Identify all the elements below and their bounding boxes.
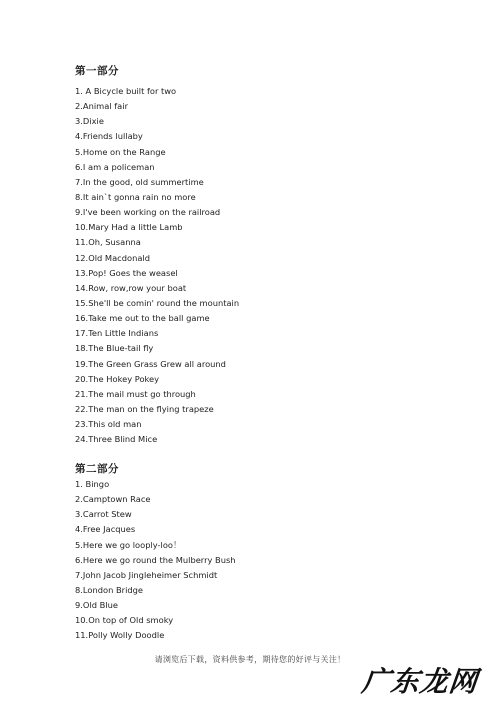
song-list-item: 21.The mail must go through [75, 388, 196, 399]
song-list-item: 10.On top of Old smoky [75, 615, 174, 626]
song-list-part-two [75, 477, 236, 644]
song-list-item: 7.In the good, old summertime [75, 176, 204, 187]
song-list-item: 6.I am a policeman [75, 161, 155, 172]
song-list-item: 11.Oh, Susanna [75, 237, 141, 248]
song-list-item: 24.Three Blind Mice [75, 434, 158, 445]
song-list-item: 23.This old man [75, 419, 142, 430]
song-list-item: 8.It ain`t gonna rain no more [75, 191, 196, 202]
song-list-item: 3.Dixie [75, 116, 104, 127]
song-list-item: 2.Camptown Race [75, 494, 151, 505]
song-list-part-one [75, 84, 239, 447]
song-list-item: 4.Free Jacques [75, 524, 136, 535]
song-list-item: 17.Ten Little Indians [75, 328, 159, 339]
song-list-item: 22.The man on the flying trapeze [75, 403, 214, 414]
song-list-item: 13.Pop! Goes the weasel [75, 267, 178, 278]
song-list-item: 9.Old Blue [75, 600, 119, 611]
song-list-item: 19.The Green Grass Grew all around [75, 358, 226, 369]
footer-note: 请浏览后下载，资料供参考，期待您的好评与关注！ [154, 655, 346, 664]
song-list-item: 1. Bingo [75, 479, 110, 489]
song-list-item: 10.Mary Had a little Lamb [75, 222, 183, 233]
song-list-item: 12.Old Macdonald [75, 252, 150, 263]
song-list-item: 11.Polly Wolly Doodle [75, 630, 165, 641]
song-list-item: 2.Animal fair [75, 101, 128, 112]
song-list-item: 15.She'll be comin' round the mountain [75, 297, 240, 308]
song-list-item: 7.John Jacob Jingleheimer Schmidt [75, 569, 218, 580]
song-list-item: 5.Home on the Range [75, 146, 166, 157]
song-list-item: 9.I've been working on the railroad [75, 207, 221, 218]
song-list-item: 5.Here we go looply-loo！ [75, 539, 182, 550]
site-watermark-logo: 广东龙网 [360, 665, 480, 698]
song-list-item: 18.The Blue-tail fly [75, 343, 154, 354]
song-list-item: 4.Friends lullaby [75, 131, 143, 142]
section-title-part-one: 第一部分 [75, 65, 119, 77]
song-list-item: 16.Take me out to the ball game [75, 313, 210, 324]
song-list-item: 3.Carrot Stew [75, 509, 132, 520]
song-list-item: 6.Here we go round the Mulberry Bush [75, 554, 236, 565]
song-list-item: 1. A Bicycle built for two [75, 86, 177, 96]
song-list-item: 8.London Bridge [75, 584, 144, 595]
song-list-item: 14.Row, row,row your boat [75, 282, 187, 293]
section-title-part-two: 第二部分 [75, 463, 119, 475]
song-list-item: 20.The Hokey Pokey [75, 373, 160, 384]
